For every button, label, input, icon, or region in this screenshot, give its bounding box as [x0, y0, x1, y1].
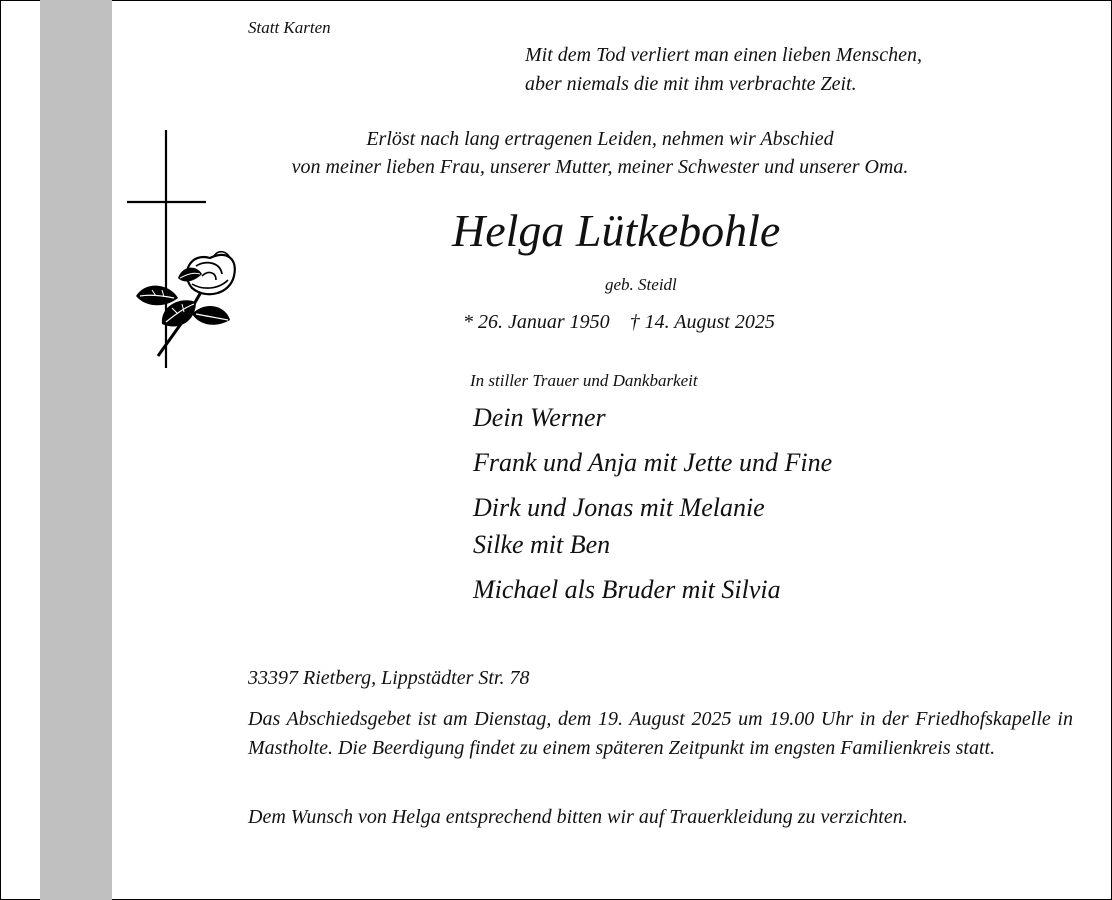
clothing-wish: Dem Wunsch von Helga entsprechend bitten wir auf Trauerkleidung zu verzichten.: [248, 806, 908, 828]
intro-line-1: Erlöst nach lang ertragenen Leiden, nehmen wir Abschied: [366, 128, 834, 150]
mourner-line: Michael als Bruder mit Silvia: [473, 575, 781, 604]
service-info: Das Abschiedsgebet ist am Dienstag, dem 19. August 2025 um 19.00 Uhr in der Friedhofskapelle in Mastholte. Die Beerdigung findet zu einem späteren Zeitpunkt im engsten Familienkreis statt.: [248, 708, 1073, 759]
statt-karten: Statt Karten: [248, 18, 331, 37]
motto-line-1: Mit dem Tod verliert man einen lieben Menschen,: [525, 44, 922, 66]
mourner-line: Silke mit Ben: [473, 530, 611, 559]
side-bar: [40, 0, 112, 900]
cross-with-rose-icon: [122, 128, 242, 373]
mourner-line: Frank und Anja mit Jette und Fine: [473, 448, 833, 477]
maiden-name: geb. Steidl: [605, 275, 677, 294]
mourner-line: Dirk und Jonas mit Melanie: [473, 493, 765, 522]
address: 33397 Rietberg, Lippstädter Str. 78: [248, 667, 530, 689]
deceased-name: Helga Lütkebohle: [452, 205, 781, 256]
life-dates: * 26. Januar 1950 † 14. August 2025: [463, 311, 775, 333]
mourner-line: Dein Werner: [473, 403, 606, 432]
intro-line-2: von meiner lieben Frau, unserer Mutter, meiner Schwester und unserer Oma.: [291, 156, 909, 178]
mourners-intro: In stiller Trauer und Dankbarkeit: [470, 371, 698, 390]
motto-line-2: aber niemals die mit ihm verbrachte Zeit.: [525, 73, 857, 95]
